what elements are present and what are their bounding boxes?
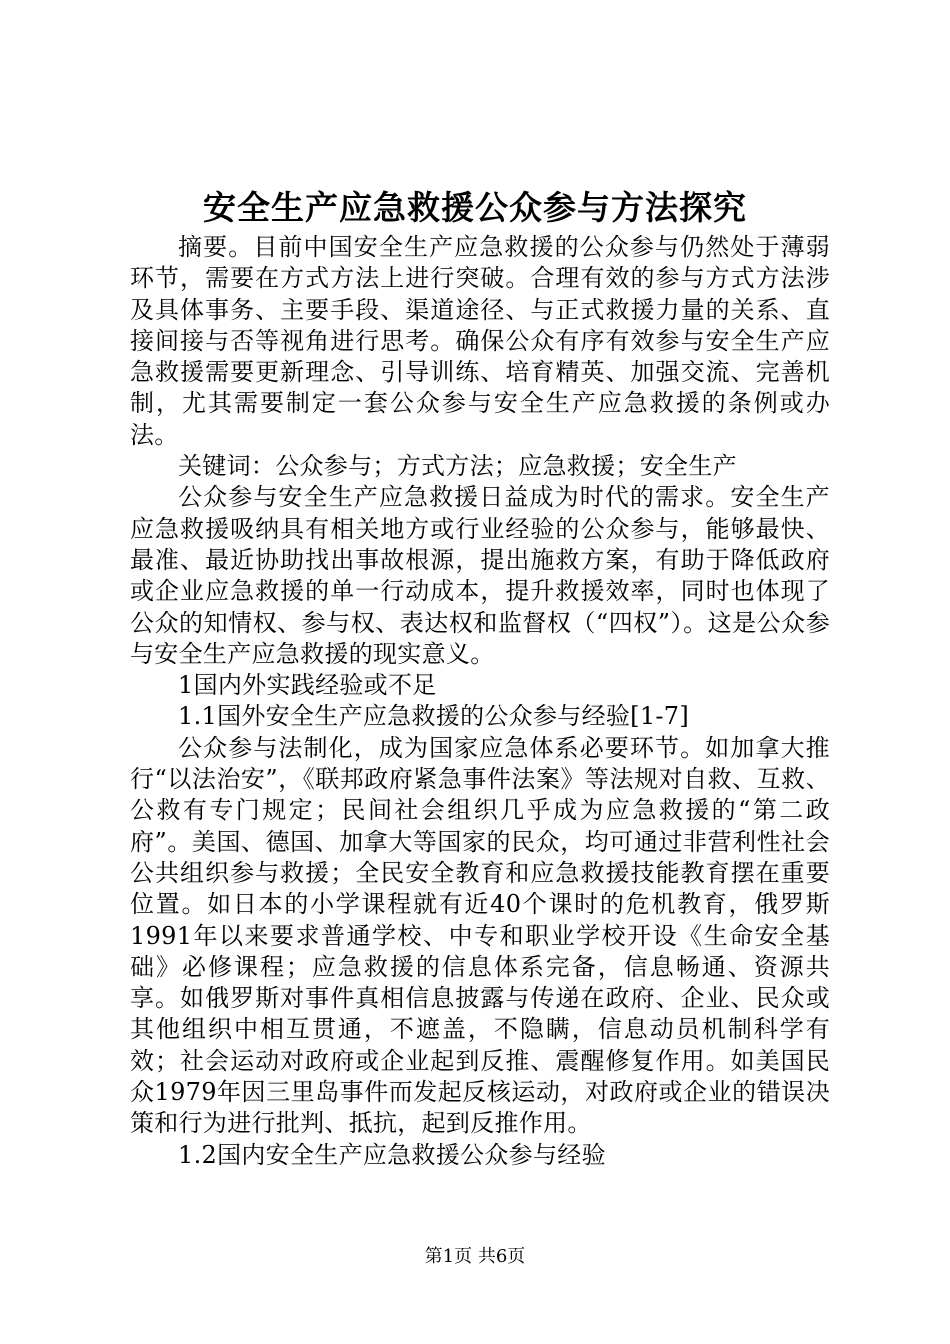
- intro-paragraph: 公众参与安全生产应急救援日益成为时代的需求。安全生产应急救援吸纳具有相关地方或行业经验的公众参与，能够最快、最准、最近协助找出事故根源，提出施救方案，有助于降低政府或企业应急救援的单一行动成本，提升救援效率，同时也体现了公众的知情权、参与权、表达权和监督权（“四权”）。这是公众参与安全生产应急救援的现实意义。: [130, 483, 830, 668]
- body-paragraph: 公众参与法制化，成为国家应急体系必要环节。如加拿大推行“以法治安”，《联邦政府紧急事件法案》等法规对自救、互救、公救有专门规定；民间社会组织几乎成为应急救援的“第二政府”。美国、德国、加拿大等国家的民众，均可通过非营利性社会公共组织参与救援；全民安全教育和应急救援技能教育摆在重要位置。如日本的小学课程就有近40个课时的危机教育，俄罗斯1991年以来要求普通学校、中专和职业学校开设《生命安全基础》必修课程；应急救援的信息体系完备，信息畅通、资源共享。如俄罗斯对事件真相信息披露与传递在政府、企业、民众或其他组织中相互贯通，不遮盖，不隐瞒，信息动员机制科学有效；社会运动对政府或企业起到反推、震醒修复作用。如美国民众1979年因三里岛事件而发起反核运动，对政府或企业的错误决策和行为进行批判、抵抗，起到反推作用。: [130, 733, 830, 1138]
- document-title: 安全生产应急救援公众参与方法探究: [203, 188, 747, 227]
- page-footer: 第1页 共6页: [424, 1246, 526, 1267]
- section-heading-1: 1国内外实践经验或不足: [178, 671, 437, 700]
- section-heading-1-2: 1.2国内安全生产应急救援公众参与经验: [178, 1140, 606, 1169]
- abstract-paragraph: 摘要。目前中国安全生产应急救援的公众参与仍然处于薄弱环节，需要在方式方法上进行突破。合理有效的参与方式方法涉及具体事务、主要手段、渠道途径、与正式救援力量的关系、直接间接与否等视角进行思考。确保公众有序有效参与安全生产应急救援需要更新理念、引导训练、培育精英、加强交流、完善机制，尤其需要制定一套公众参与安全生产应急救援的条例或办法。: [130, 233, 830, 449]
- document-body: [130, 232, 830, 1171]
- keywords-paragraph: 关键词：公众参与；方式方法；应急救援；安全生产: [178, 452, 737, 481]
- section-heading-1-1: 1.1国外安全生产应急救援的公众参与经验[1-7]: [178, 702, 690, 731]
